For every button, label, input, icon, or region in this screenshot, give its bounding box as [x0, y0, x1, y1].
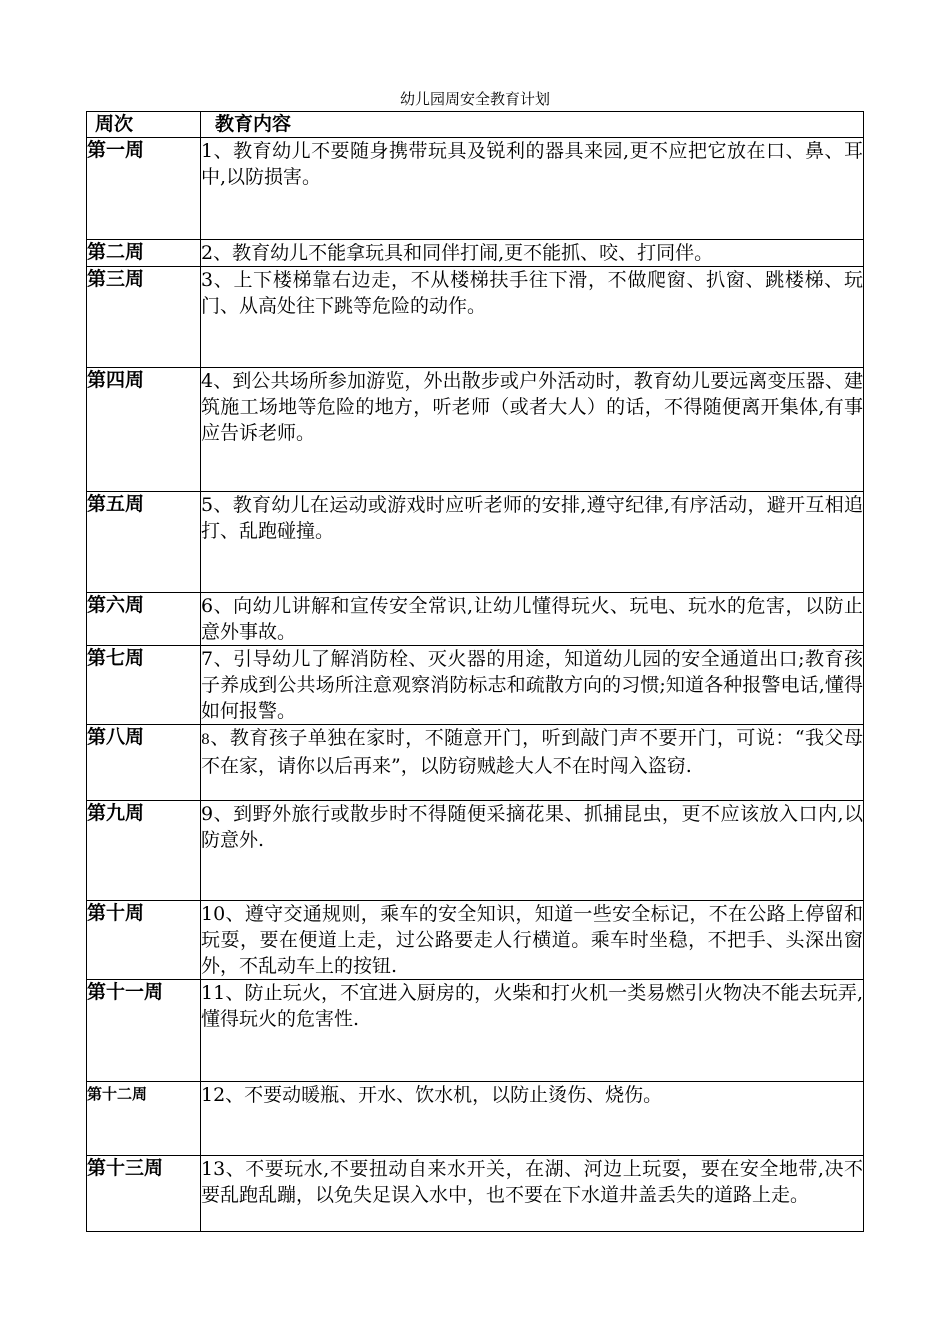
- table-header-row: [87, 112, 864, 138]
- week-cell: 第十一周: [87, 980, 201, 1082]
- week-cell: 第二周: [87, 240, 201, 267]
- content-cell: 7、引导幼儿了解消防栓、灭火器的用途，知道幼儿园的安全通道出口;教育孩子养成到公共场所注意观察消防标志和疏散方向的习惯;知道各种报警电话,懂得如何报警。: [201, 646, 864, 725]
- content-cell: 2、教育幼儿不能拿玩具和同伴打闹,更不能抓、咬、打同伴。: [201, 240, 864, 267]
- content-cell: 1、教育幼儿不要随身携带玩具及锐利的器具来园,更不应把它放在口、鼻、耳中,以防损害。: [201, 138, 864, 240]
- week-cell: 第十周: [87, 901, 201, 980]
- table-row: [87, 267, 864, 368]
- table-row: [87, 138, 864, 240]
- content-cell: 3、上下楼梯靠右边走，不从楼梯扶手往下滑，不做爬窗、扒窗、跳楼梯、玩门、从高处往下跳等危险的动作。: [201, 267, 864, 368]
- table-row: [87, 801, 864, 901]
- content-cell: [201, 725, 864, 801]
- safety-plan-table: [86, 111, 864, 1232]
- week-cell: 第十二周: [87, 1082, 201, 1156]
- content-cell: 6、向幼儿讲解和宣传安全常识,让幼儿懂得玩火、玩电、玩水的危害，以防止意外事故。: [201, 593, 864, 646]
- content-cell: 5、教育幼儿在运动或游戏时应听老师的安排,遵守纪律,有序活动，避开互相追打、乱跑碰撞。: [201, 492, 864, 593]
- table-row: [87, 368, 864, 492]
- content-cell: 13、不要玩水,不要扭动自来水开关，在湖、河边上玩耍，要在安全地带,决不要乱跑乱蹦，以免失足误入水中，也不要在下水道井盖丢失的道路上走。: [201, 1156, 864, 1232]
- week-cell: 第九周: [87, 801, 201, 901]
- week-cell: 第四周: [87, 368, 201, 492]
- table-row: [87, 593, 864, 646]
- week-cell: 第八周: [87, 725, 201, 801]
- table-row: [87, 492, 864, 593]
- table-row: [87, 1156, 864, 1232]
- table-row: [87, 240, 864, 267]
- table-row: [87, 725, 864, 801]
- week-cell: 第十三周: [87, 1156, 201, 1232]
- table-row: [87, 1082, 864, 1156]
- content-text: 、教育孩子单独在家时，不随意开门，听到敲门声不要开门，可说：“我父母不在家，请你以后再来”，以防窃贼趁大人不在时闯入盗窃.: [201, 727, 863, 777]
- table-row: [87, 901, 864, 980]
- week-cell: 第三周: [87, 267, 201, 368]
- content-cell: 10、遵守交通规则，乘车的安全知识，知道一些安全标记，不在公路上停留和玩耍，要在便道上走，过公路要走人行横道。乘车时坐稳，不把手、头深出窗外，不乱动车上的按钮.: [201, 901, 864, 980]
- content-cell: 9、到野外旅行或散步时不得随便采摘花果、抓捕昆虫，更不应该放入口内,以防意外.: [201, 801, 864, 901]
- item-number: 8: [201, 732, 210, 748]
- week-cell: 第五周: [87, 492, 201, 593]
- content-cell: 4、到公共场所参加游览，外出散步或户外活动时，教育幼儿要远离变压器、建筑施工场地等危险的地方，听老师（或者大人）的话，不得随便离开集体,有事应告诉老师。: [201, 368, 864, 492]
- table-row: [87, 980, 864, 1082]
- table-row: [87, 646, 864, 725]
- content-cell: 12、不要动暖瓶、开水、饮水机，以防止烫伤、烧伤。: [201, 1082, 864, 1156]
- header-content: 教育内容: [201, 112, 864, 138]
- header-week: 周次: [87, 112, 201, 138]
- content-cell: 11、防止玩火，不宜进入厨房的，火柴和打火机一类易燃引火物决不能去玩弄,懂得玩火的危害性.: [201, 980, 864, 1082]
- week-cell: 第六周: [87, 593, 201, 646]
- week-cell: 第一周: [87, 138, 201, 240]
- document-title: 幼儿园周安全教育计划: [399, 90, 550, 108]
- week-cell: 第七周: [87, 646, 201, 725]
